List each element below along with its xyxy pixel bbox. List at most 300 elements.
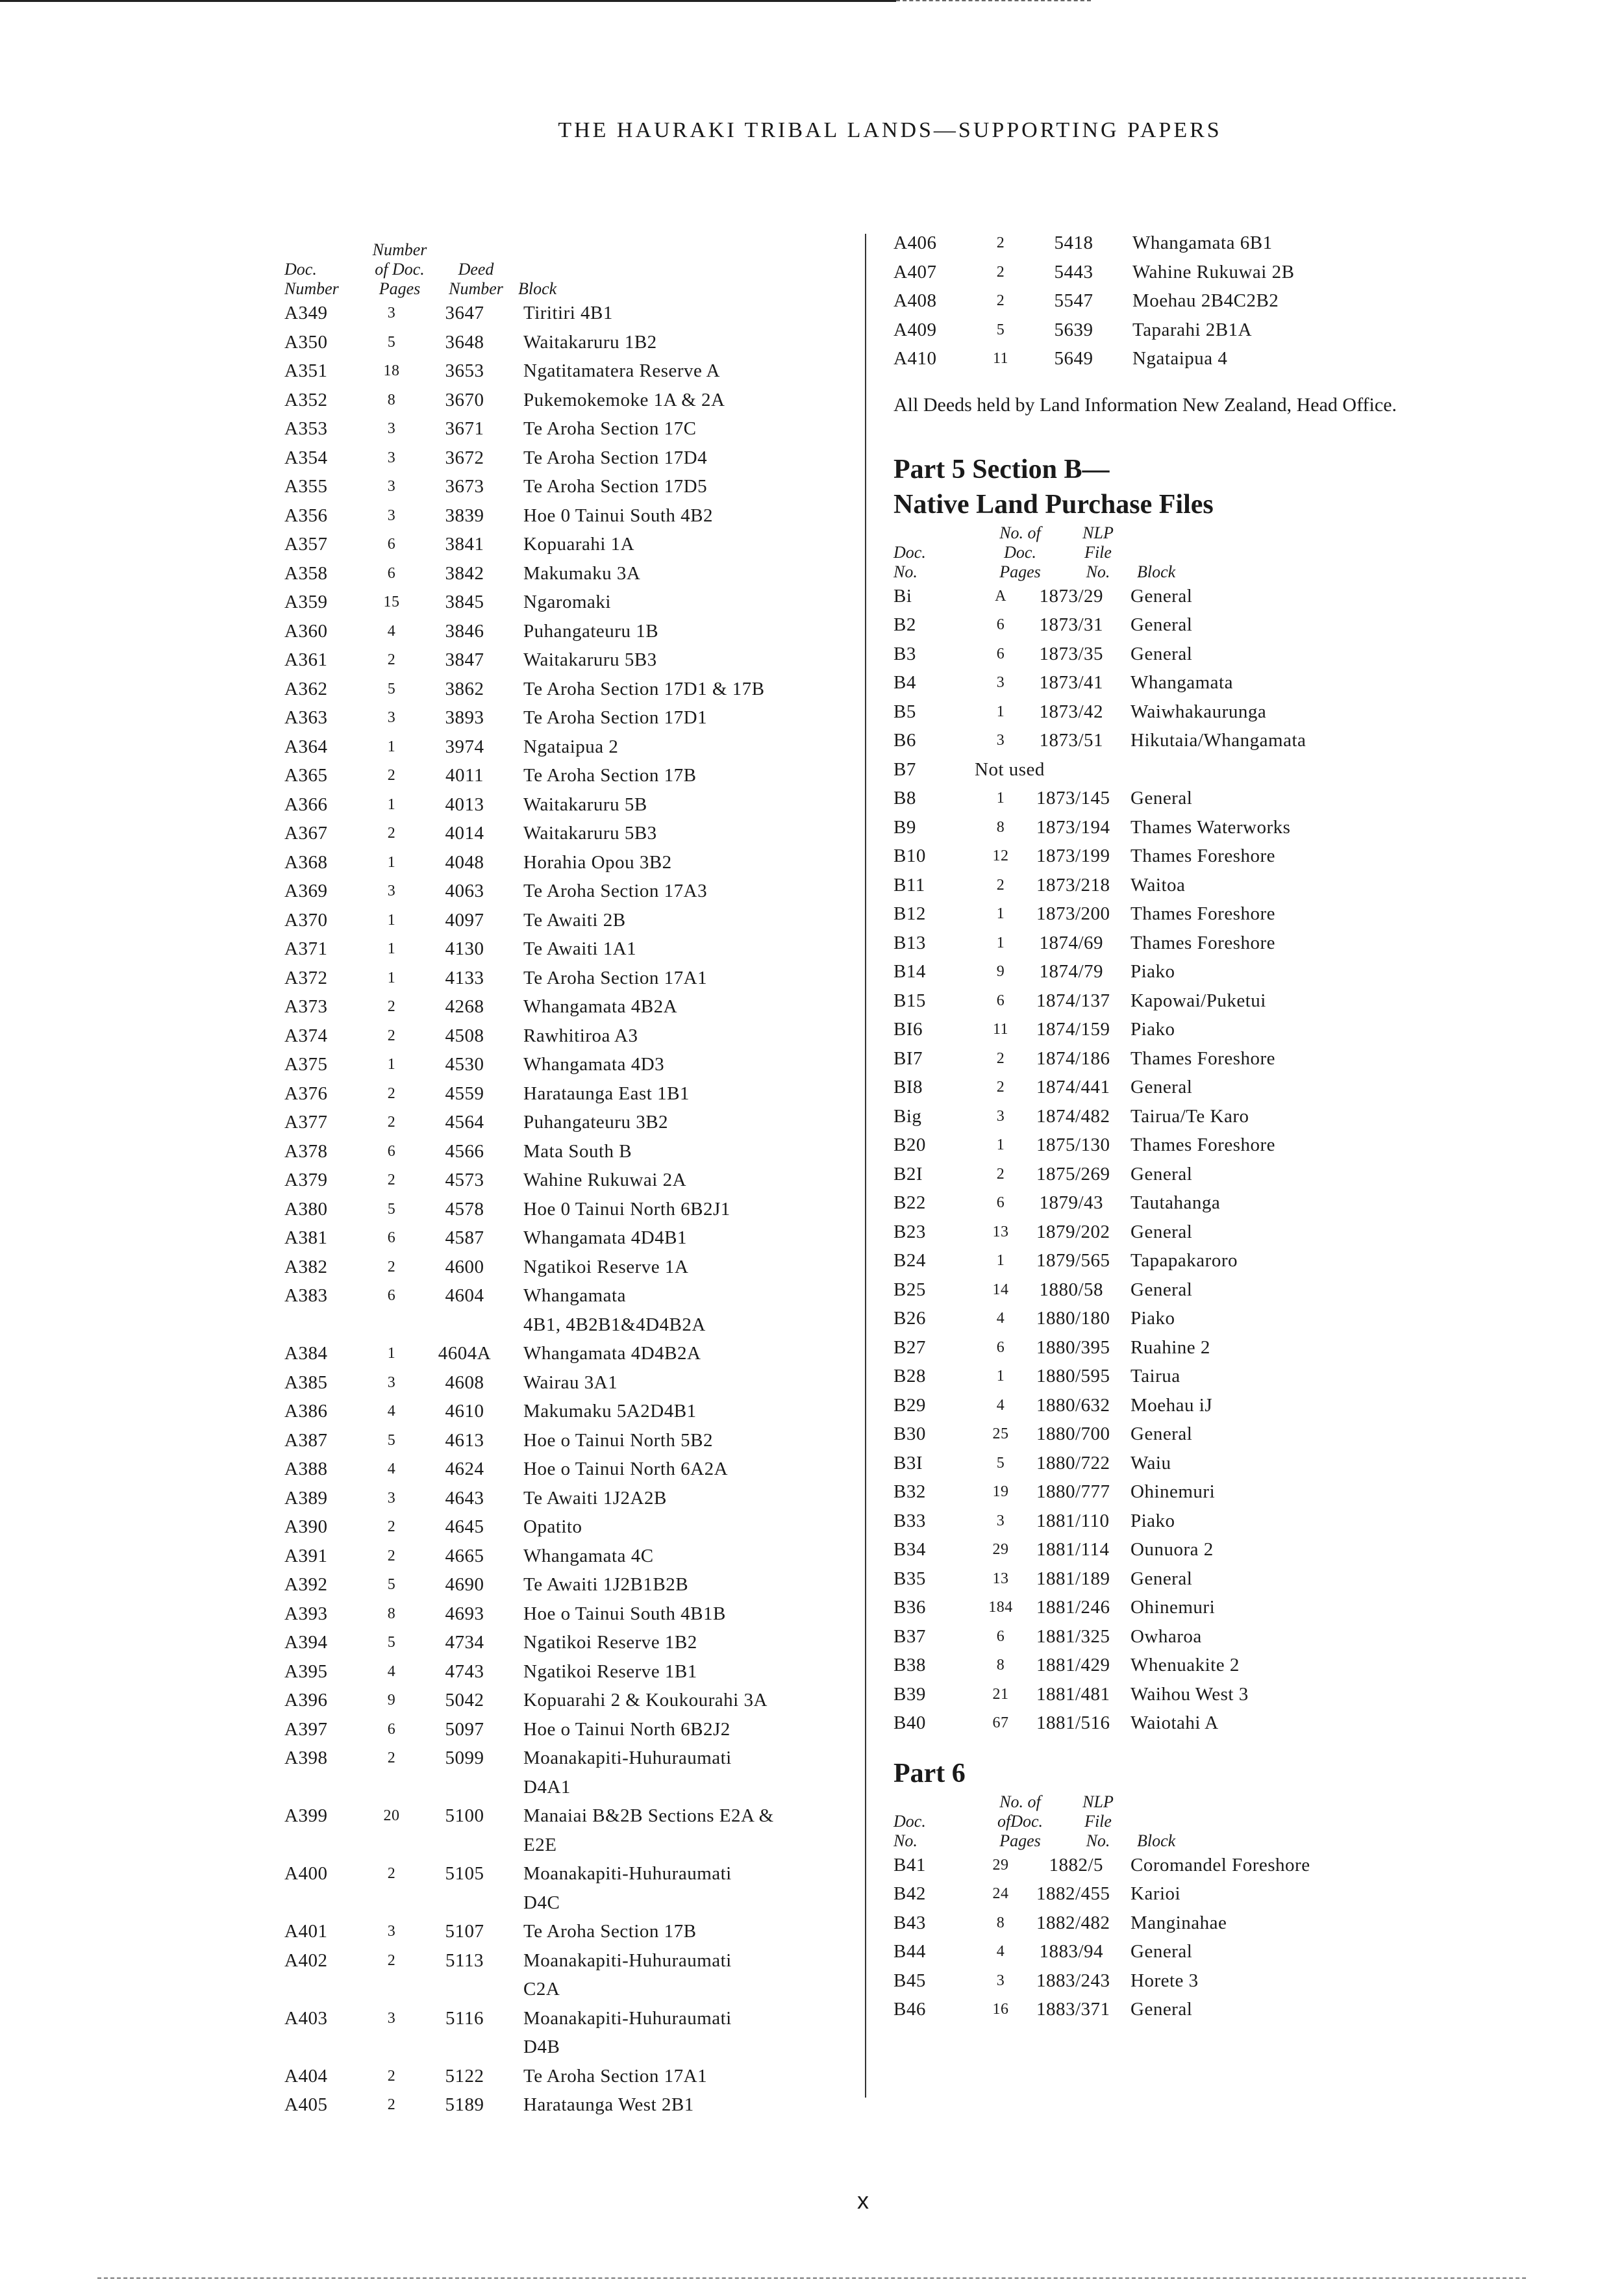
page-count: 1 [387, 1056, 396, 1073]
doc-number: A399 [284, 1805, 328, 1826]
block-name: Whangamata 4D3 [523, 1054, 665, 1075]
deed-number: 5649 [1054, 348, 1093, 369]
doc-number: A362 [284, 678, 328, 699]
block-name: Whangamata [1131, 672, 1233, 693]
page-count: 1 [387, 796, 396, 813]
block-name: Moanakapiti-Huhuraumati [523, 1863, 732, 1884]
page-count: 2 [387, 1085, 396, 1102]
doc-number: A351 [284, 360, 328, 381]
nlp-file-number: 1880/722 [1036, 1452, 1110, 1473]
doc-number: B7 [893, 759, 916, 780]
doc-number: A395 [284, 1661, 328, 1682]
deed-number: 3847 [445, 649, 484, 670]
table-row [893, 640, 1478, 669]
doc-number: A350 [284, 331, 328, 353]
nlp-file-number: 1873/218 [1036, 874, 1110, 896]
doc-number: A410 [893, 348, 937, 369]
doc-number: BI8 [893, 1077, 923, 1097]
page-count: 1 [996, 934, 1005, 951]
block-name: Te Aroha Section 17A3 [523, 881, 708, 901]
doc-number: A355 [284, 476, 328, 497]
table-row [284, 1050, 856, 1079]
table-row [284, 444, 856, 473]
page-count: 6 [996, 992, 1005, 1009]
table-row [893, 668, 1478, 697]
deed-number: 4734 [445, 1632, 484, 1653]
page-count: 3 [387, 1489, 396, 1507]
table-row [284, 414, 856, 444]
nlp-file-number: 1879/202 [1036, 1221, 1110, 1242]
block-name: Te Aroha Section 17C [523, 418, 697, 439]
table-row [893, 1391, 1478, 1420]
block-name: Whangamata 6B1 [1132, 232, 1273, 253]
page-count: 3 [387, 883, 396, 899]
block-name: Waiwhakaurunga [1131, 701, 1267, 722]
doc-number: A354 [284, 447, 328, 468]
table-row [284, 299, 856, 328]
block-name: Piako [1131, 1019, 1175, 1040]
top-dashed-rule [896, 0, 1091, 1]
doc-number: A403 [284, 2007, 328, 2029]
doc-number: A391 [284, 1545, 328, 1566]
table-row [893, 1188, 1478, 1218]
doc-number: B2 [893, 614, 916, 635]
block-name: Te Aroha Section 17A1 [523, 2065, 708, 2087]
deed-number: 4130 [445, 938, 484, 959]
nlp-file-number: 1874/441 [1036, 1077, 1110, 1097]
table-row [284, 1281, 856, 1310]
nlp-file-number: 1874/137 [1036, 990, 1110, 1011]
block-name: Coromandel Foreshore [1131, 1854, 1310, 1875]
block-name: Karioi [1131, 1883, 1181, 1904]
block-name: Tairua [1131, 1366, 1181, 1386]
doc-number: A366 [284, 794, 328, 815]
block-name: Taparahi 2B1A [1132, 319, 1253, 340]
page-count: 2 [996, 263, 1005, 281]
doc-number: A349 [284, 303, 328, 323]
deed-number: 4014 [445, 823, 484, 844]
doc-number: B45 [893, 1970, 926, 1991]
table-row [893, 258, 1478, 287]
page-count: 2 [387, 1172, 396, 1188]
doc-number: B36 [893, 1597, 926, 1618]
page-count: 6 [996, 616, 1005, 633]
page-count: 6 [387, 1142, 396, 1160]
header-nlp-file: NLP File No. [1082, 523, 1114, 581]
table-row [284, 1253, 856, 1282]
deed-number: 5418 [1054, 232, 1093, 253]
page-count: 2 [387, 1027, 396, 1044]
table-row [284, 1484, 856, 1513]
doc-number: B3I [893, 1452, 923, 1473]
right-column [893, 229, 1478, 2024]
table-row-continuation [284, 1310, 856, 1340]
table-row [893, 871, 1478, 900]
doc-number: B29 [893, 1394, 926, 1416]
deed-number: 5099 [445, 1748, 484, 1768]
table-row [893, 726, 1478, 755]
table-row [284, 1917, 856, 1946]
table-row [893, 842, 1478, 871]
block-name: General [1131, 1423, 1193, 1444]
nlp-file-number: 1881/429 [1036, 1655, 1110, 1675]
nlp-file-number: 1873/199 [1036, 846, 1110, 866]
block-name: Piako [1131, 961, 1175, 982]
page-count: 1 [387, 1345, 396, 1362]
doc-number: A370 [284, 909, 328, 931]
nlp-file-number: 1880/632 [1036, 1394, 1110, 1416]
page-count: 4 [387, 1662, 396, 1680]
doc-number: B10 [893, 846, 926, 866]
doc-number: Bi [893, 585, 912, 607]
table-row [893, 1246, 1478, 1275]
table-row [284, 1801, 856, 1831]
table-row [284, 2090, 856, 2120]
block-name: Thames Foreshore [1131, 1135, 1276, 1155]
block-name-continued: C2A [523, 1979, 560, 2000]
block-name: Opatito [523, 1516, 582, 1537]
deed-number: 4097 [445, 909, 484, 931]
page-count: 24 [992, 1885, 1009, 1902]
doc-number: B14 [893, 961, 926, 982]
running-head: THE HAURAKI TRIBAL LANDS—SUPPORTING PAPERS [558, 118, 1222, 142]
deed-number: 4743 [445, 1661, 484, 1682]
deed-number: 4063 [445, 881, 484, 901]
page-count: 184 [988, 1599, 1013, 1616]
block-name-continued: D4B [523, 2037, 560, 2057]
page-count: 18 [383, 362, 400, 379]
page-count: 1 [996, 1136, 1005, 1153]
block-name: Makumaku 3A [523, 562, 641, 584]
table-row [893, 1304, 1478, 1333]
page-count: 3 [387, 507, 396, 524]
block-name: Ohinemuri [1131, 1481, 1216, 1502]
nlp-file-number: 1882/5 [1049, 1854, 1103, 1875]
deed-number: 4624 [445, 1459, 484, 1479]
deed-number: 3862 [445, 678, 484, 699]
table-row [284, 1397, 856, 1426]
block-name: Whangamata 4C [523, 1545, 654, 1566]
page-count: 6 [996, 1627, 1005, 1645]
page-count: 3 [387, 478, 396, 495]
column-divider [865, 234, 866, 2098]
deed-number: 4604 [445, 1285, 484, 1306]
page-count: 3 [387, 2009, 396, 2027]
doc-number: B30 [893, 1423, 926, 1444]
doc-number: A393 [284, 1603, 328, 1624]
nlp-file-number: 1874/159 [1036, 1019, 1110, 1040]
nlp-file-number: 1873/200 [1036, 903, 1110, 924]
table-row [893, 1015, 1478, 1044]
doc-number: B20 [893, 1135, 926, 1155]
table-row [284, 617, 856, 646]
page-count: 13 [992, 1570, 1009, 1587]
block-name: Makumaku 5A2D4B1 [523, 1401, 697, 1422]
table-row [284, 934, 856, 964]
nlp-file-number: 1873/42 [1039, 701, 1103, 722]
page-count: 3 [387, 420, 396, 437]
table-row [284, 1455, 856, 1484]
table-row [893, 1275, 1478, 1305]
doc-number: A374 [284, 1025, 328, 1046]
header-doc-number: Doc. Number [284, 260, 339, 298]
block-name: Hoe o Tainui North 6A2A [523, 1459, 729, 1479]
deed-number: 3672 [445, 447, 484, 468]
part5-title-line1: Part 5 Section B— [893, 454, 1110, 484]
nlp-file-number: 1874/186 [1036, 1047, 1110, 1069]
block-name: Te Awaiti 1A1 [523, 938, 637, 959]
block-name: Waitakaruru 5B [523, 794, 647, 815]
page-count: 3 [387, 305, 396, 321]
table-row [284, 1108, 856, 1137]
page-count: 29 [992, 1541, 1009, 1558]
page-count: 6 [996, 645, 1005, 662]
header-block: Block [1137, 1831, 1176, 1850]
block-name: Hoe o Tainui North 6B2J2 [523, 1718, 731, 1740]
deed-number: 4604A [438, 1343, 492, 1364]
block-name: Moehau iJ [1131, 1394, 1213, 1416]
deeds-table-body [284, 299, 856, 2120]
doc-number: A364 [284, 736, 328, 757]
table-row [284, 1223, 856, 1253]
page-count: 3 [387, 1923, 396, 1940]
table-row-continuation [284, 1773, 856, 1802]
table-row-continuation [284, 2033, 856, 2062]
table-row [284, 1195, 856, 1224]
page-count: 21 [992, 1685, 1009, 1703]
nlp-file-number: 1873/29 [1039, 585, 1103, 607]
doc-number: A392 [284, 1574, 328, 1595]
doc-number: A379 [284, 1170, 328, 1190]
block-name: Waitakaruru 5B3 [523, 823, 657, 844]
table-row [893, 1535, 1478, 1564]
nlp-file-number: 1881/246 [1036, 1597, 1110, 1618]
nlp-file-number: 1873/51 [1039, 730, 1103, 751]
deed-number: 4693 [445, 1603, 484, 1624]
page-count: 67 [992, 1714, 1009, 1731]
table-row [893, 813, 1478, 842]
table-row [893, 1966, 1478, 1996]
table-row [893, 286, 1478, 316]
deed-number: 5122 [445, 2065, 484, 2087]
nlp-file-number: 1880/395 [1036, 1336, 1110, 1358]
table-row [284, 790, 856, 820]
nlp-file-number: 1880/58 [1039, 1279, 1103, 1300]
table-row [893, 316, 1478, 345]
doc-number: B44 [893, 1941, 926, 1962]
block-name: Tapapakaroro [1131, 1250, 1238, 1271]
header-doc-no: Doc. No. [893, 542, 926, 581]
block-name: Ngatikoi Reserve 1B2 [523, 1632, 697, 1653]
doc-number: A361 [284, 649, 328, 670]
table-row [284, 1339, 856, 1368]
doc-number: B13 [893, 932, 926, 953]
doc-number: A352 [284, 389, 328, 410]
table-row [893, 1044, 1478, 1073]
page-count: 9 [996, 963, 1005, 980]
deed-number: 3673 [445, 476, 484, 497]
deed-number: 4508 [445, 1025, 484, 1046]
page-count: 8 [996, 818, 1005, 836]
page-count: 2 [387, 1951, 396, 1969]
table-row-continuation [284, 1975, 856, 2004]
doc-number: A402 [284, 1950, 328, 1971]
doc-number: B2I [893, 1163, 923, 1185]
table-row [893, 1131, 1478, 1160]
doc-number: A356 [284, 505, 328, 526]
table-row [284, 1022, 856, 1051]
block-name: Thames Foreshore [1131, 903, 1276, 924]
page-count: 3 [996, 674, 1005, 691]
table-row [284, 848, 856, 877]
page-folio: x [857, 2187, 869, 2214]
table-row [284, 559, 856, 588]
block-name: Ngataipua 4 [1132, 348, 1228, 369]
doc-number: A378 [284, 1140, 328, 1162]
doc-number: Big [893, 1105, 922, 1127]
block-name: Moehau 2B4C2B2 [1132, 290, 1279, 311]
nlp-file-number: 1881/481 [1036, 1683, 1110, 1705]
doc-number: A365 [284, 765, 328, 786]
block-name: General [1131, 643, 1193, 664]
doc-number: A398 [284, 1748, 328, 1768]
page-count: 5 [387, 680, 396, 697]
page-count: 8 [996, 1657, 1005, 1674]
table-row [284, 1079, 856, 1109]
table-row [284, 472, 856, 501]
nlp-file-number: 1880/777 [1036, 1481, 1110, 1502]
table-row [284, 1715, 856, 1744]
doc-number: A405 [284, 2094, 328, 2115]
page-count: 25 [992, 1425, 1009, 1442]
deed-number: 4665 [445, 1545, 484, 1566]
block-name: Moanakapiti-Huhuraumati [523, 2007, 732, 2029]
block-name: General [1131, 614, 1193, 635]
block-name: Te Awaiti 1J2B1B2B [523, 1574, 689, 1595]
doc-number: B4 [893, 672, 916, 693]
page-count: 11 [992, 1021, 1009, 1038]
table-row [284, 1859, 856, 1888]
doc-number: B28 [893, 1366, 926, 1386]
table-row [893, 986, 1478, 1016]
page-count: 2 [996, 1079, 1005, 1096]
block-name: Kopuarahi 1A [523, 534, 635, 555]
part5-title-line2: Native Land Purchase Files [893, 489, 1214, 520]
doc-number: A394 [284, 1632, 328, 1653]
doc-number: B11 [893, 874, 925, 896]
header-deed-number: Deed Number [449, 260, 503, 298]
deed-number: 3670 [445, 389, 484, 410]
deed-number: 3648 [445, 331, 484, 353]
page-count: 3 [996, 1512, 1005, 1529]
doc-number: A384 [284, 1343, 328, 1364]
page-count: 1 [996, 703, 1005, 720]
page-count: 2 [387, 1114, 396, 1131]
block-name: Hoe o Tainui South 4B1B [523, 1603, 726, 1624]
doc-number: A353 [284, 418, 328, 439]
table-row [893, 1477, 1478, 1507]
table-row [284, 2004, 856, 2033]
doc-number: A369 [284, 881, 328, 901]
table-row [893, 1160, 1478, 1189]
block-name: Hikutaia/Whangamata [1131, 730, 1306, 751]
doc-number: A357 [284, 534, 328, 555]
header-doc-pages: Number of Doc. Pages [372, 240, 427, 298]
block-name: Puhangateuru 1B [523, 620, 659, 642]
block-name: Te Aroha Section 17D5 [523, 476, 708, 497]
deed-number: 3845 [445, 592, 484, 612]
header-doc-no: Doc. No. [893, 1811, 926, 1850]
block-name: Te Aroha Section 17D1 [523, 707, 708, 728]
table-row [284, 2062, 856, 2091]
page-count: 2 [996, 1049, 1005, 1067]
page-count: 14 [992, 1281, 1009, 1298]
page-count: 6 [387, 564, 396, 582]
deed-number: 4608 [445, 1372, 484, 1393]
table-row [893, 1851, 1478, 1880]
block-name: Tautahanga [1131, 1192, 1221, 1213]
nlp-file-number: 1881/325 [1036, 1625, 1110, 1647]
block-name: Te Aroha Section 17B [523, 765, 697, 786]
block-name: Ruahine 2 [1131, 1336, 1210, 1358]
table-row [893, 899, 1478, 929]
doc-number: B32 [893, 1481, 926, 1502]
table-row [893, 1937, 1478, 1966]
page-count: 4 [387, 1461, 396, 1477]
doc-number: B35 [893, 1568, 926, 1589]
deed-number: 5042 [445, 1690, 484, 1711]
block-name: Piako [1131, 1308, 1175, 1329]
deed-number: 4268 [445, 996, 484, 1017]
doc-number: A376 [284, 1083, 328, 1104]
table-row [284, 992, 856, 1022]
nlp-file-number: 1882/482 [1036, 1912, 1110, 1933]
block-name-continued: D4A1 [523, 1776, 571, 1798]
table-row [284, 1946, 856, 1975]
block-name: Ohinemuri [1131, 1597, 1216, 1618]
page-count: 1 [996, 1368, 1005, 1385]
block-name: Hoe 0 Tainui North 6B2J1 [523, 1198, 731, 1220]
table-row [893, 1879, 1478, 1909]
table-row [284, 964, 856, 993]
doc-number: B27 [893, 1336, 926, 1358]
doc-number: B12 [893, 903, 926, 924]
table-row [893, 344, 1478, 373]
table-row [893, 1709, 1478, 1738]
block-name: Wahine Rukuwai 2A [523, 1170, 687, 1190]
nlp-file-number: 1873/145 [1036, 788, 1110, 809]
page-count: 19 [992, 1483, 1009, 1500]
table-row [893, 1507, 1478, 1536]
doc-number: B8 [893, 788, 916, 809]
block-name: Waitoa [1131, 874, 1186, 896]
block-name-continued: 4B1, 4B2B1&4D4B2A [523, 1314, 706, 1335]
deed-number: 5443 [1054, 261, 1093, 282]
header-block: Block [518, 279, 557, 298]
block-name: Pukemokemoke 1A & 2A [523, 389, 725, 410]
doc-number: A368 [284, 851, 328, 873]
doc-number: A387 [284, 1429, 328, 1451]
block-name: Horete 3 [1131, 1970, 1199, 1991]
deed-number: 5189 [445, 2094, 484, 2115]
deed-number: 5100 [445, 1805, 484, 1826]
deed-number: 5105 [445, 1863, 484, 1884]
deed-number: 3839 [445, 505, 484, 526]
page-count: 20 [383, 1807, 400, 1824]
nlp-file-number: 1873/41 [1039, 672, 1103, 693]
deed-number: 5113 [445, 1950, 484, 1971]
doc-number: A372 [284, 967, 328, 988]
